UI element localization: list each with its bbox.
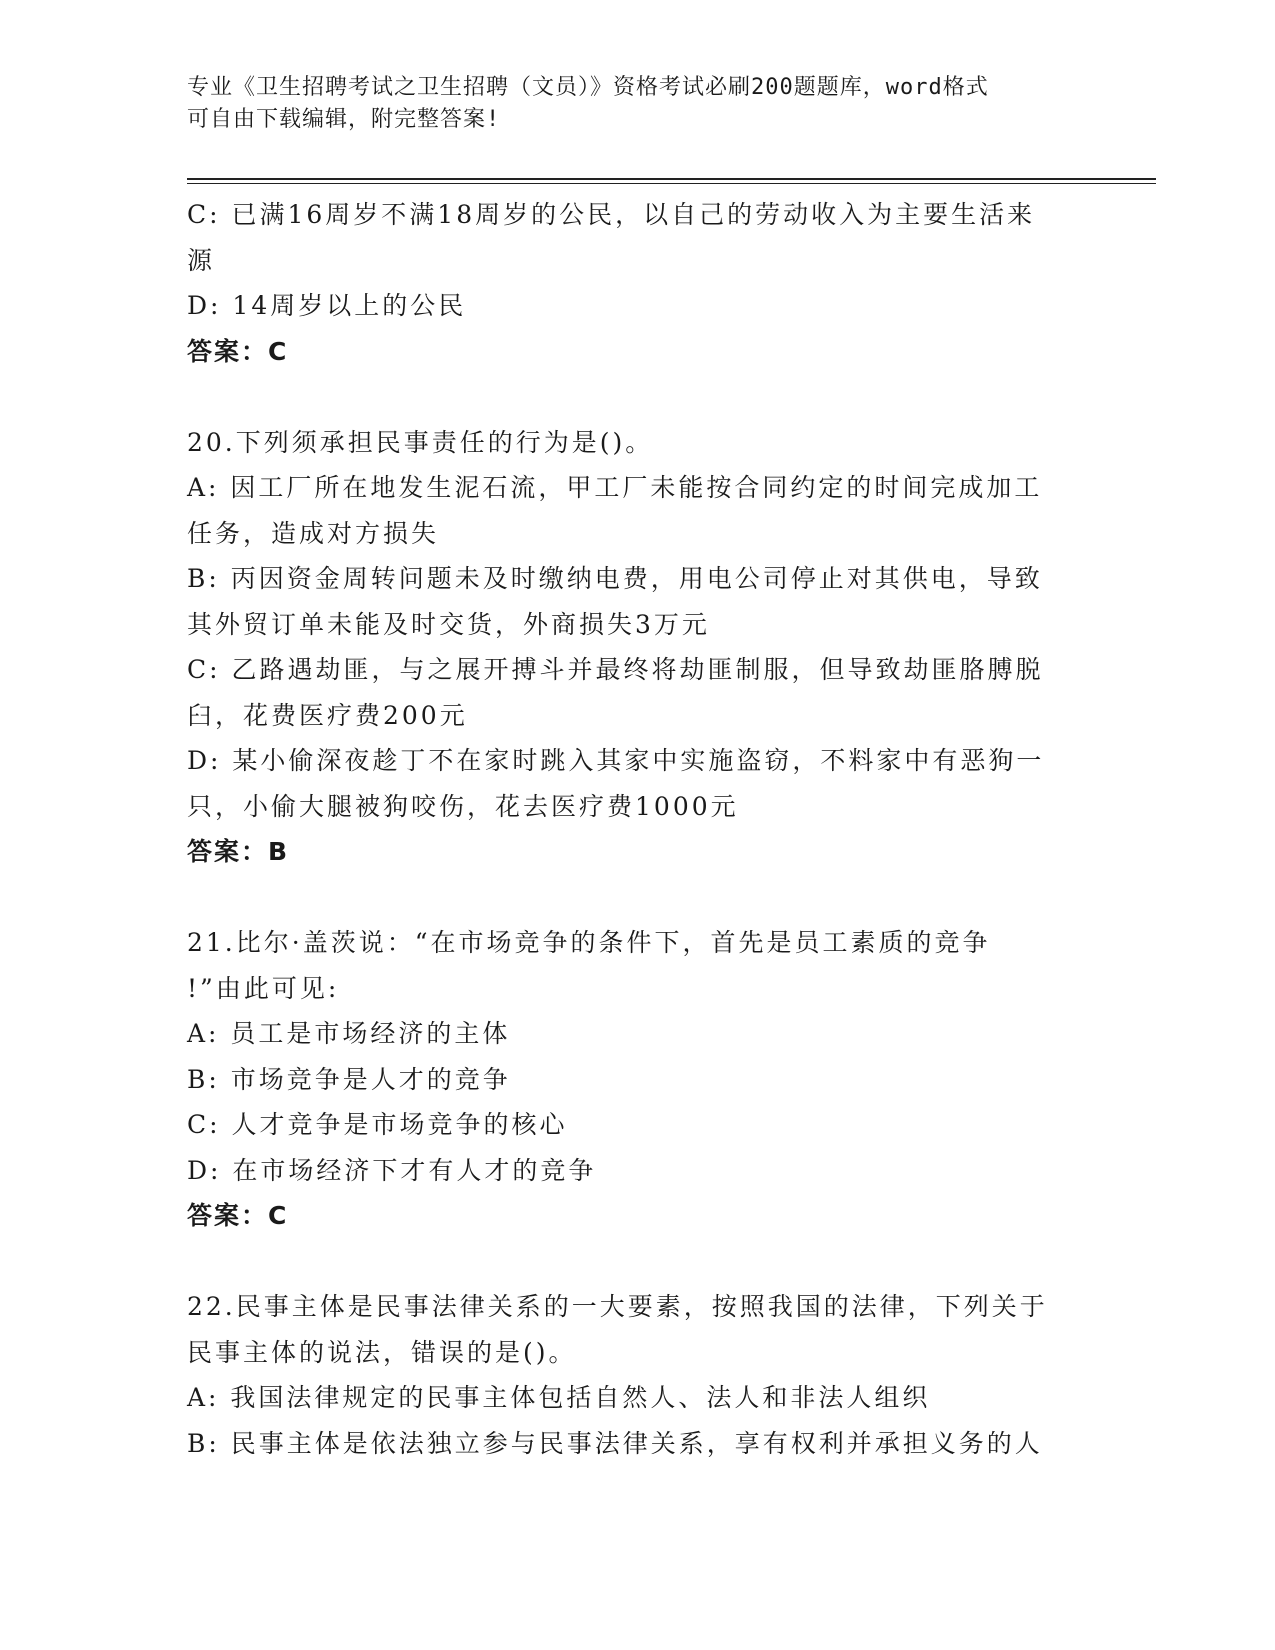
text-line: C: 人才竞争是市场竞争的核心 xyxy=(187,1110,568,1139)
text-line: B: 丙因资金周转问题未及时缴纳电费，用电公司停止对其供电，导致 xyxy=(187,564,1043,593)
text-line: 22.民事主体是民事法律关系的一大要素，按照我国的法律，下列关于 xyxy=(187,1292,1048,1321)
paragraph-gap xyxy=(187,1239,1067,1285)
text-line: D: 某小偷深夜趁丁不在家时跳入其家中实施盗窃，不料家中有恶狗一 xyxy=(187,746,1045,775)
text-line: B: 民事主体是依法独立参与民事法律关系，享有权利并承担义务的人 xyxy=(187,1428,1043,1458)
paragraph-gap xyxy=(187,374,1067,420)
header-divider-thin xyxy=(187,183,1156,184)
answer-line: 答案：C xyxy=(187,1201,289,1230)
text-line: 源 xyxy=(187,245,216,275)
text-line: 民事主体的说法，错误的是()。 xyxy=(187,1337,577,1367)
text-line: A: 我国法律规定的民事主体包括自然人、法人和非法人组织 xyxy=(187,1383,931,1412)
text-line: 只，小偷大腿被狗咬伤，花去医疗费1000元 xyxy=(187,791,739,821)
text-line: !”由此可见: xyxy=(187,973,340,1003)
header-line-2: 可自由下载编辑，附完整答案! xyxy=(187,107,501,132)
header-line-1: 专业《卫生招聘考试之卫生招聘（文员）》资格考试必刷200题题库，word格式 xyxy=(187,75,989,100)
text-line: 20.下列须承担民事责任的行为是()。 xyxy=(187,427,654,457)
text-line: D: 14周岁以上的公民 xyxy=(187,291,467,320)
answer-line: 答案：C xyxy=(187,336,289,366)
document-body xyxy=(187,192,1067,1466)
paragraph-gap xyxy=(187,875,1067,921)
answer-line: 答案：B xyxy=(187,837,290,866)
text-line: B: 市场竞争是人才的竞争 xyxy=(187,1064,511,1094)
text-line: 21.比尔·盖茨说：“在市场竞争的条件下，首先是员工素质的竞争 xyxy=(187,928,991,957)
text-line: A: 因工厂所在地发生泥石流，甲工厂未能按合同约定的时间完成加工 xyxy=(187,473,1043,502)
text-line: D: 在市场经济下才有人才的竞争 xyxy=(187,1155,597,1185)
text-line: C: 乙路遇劫匪，与之展开搏斗并最终将劫匪制服，但导致劫匪胳膊脱 xyxy=(187,655,1044,684)
text-line: 臼，花费医疗费200元 xyxy=(187,700,468,730)
text-line: 任务，造成对方损失 xyxy=(187,518,440,548)
text-line: 其外贸订单未能及时交货，外商损失3万元 xyxy=(187,609,710,639)
text-line: C: 已满16周岁不满18周岁的公民，以自己的劳动收入为主要生活来 xyxy=(187,200,1036,229)
text-line: A: 员工是市场经济的主体 xyxy=(187,1019,511,1048)
header-divider-thick xyxy=(187,178,1156,180)
document-header xyxy=(187,72,1067,136)
